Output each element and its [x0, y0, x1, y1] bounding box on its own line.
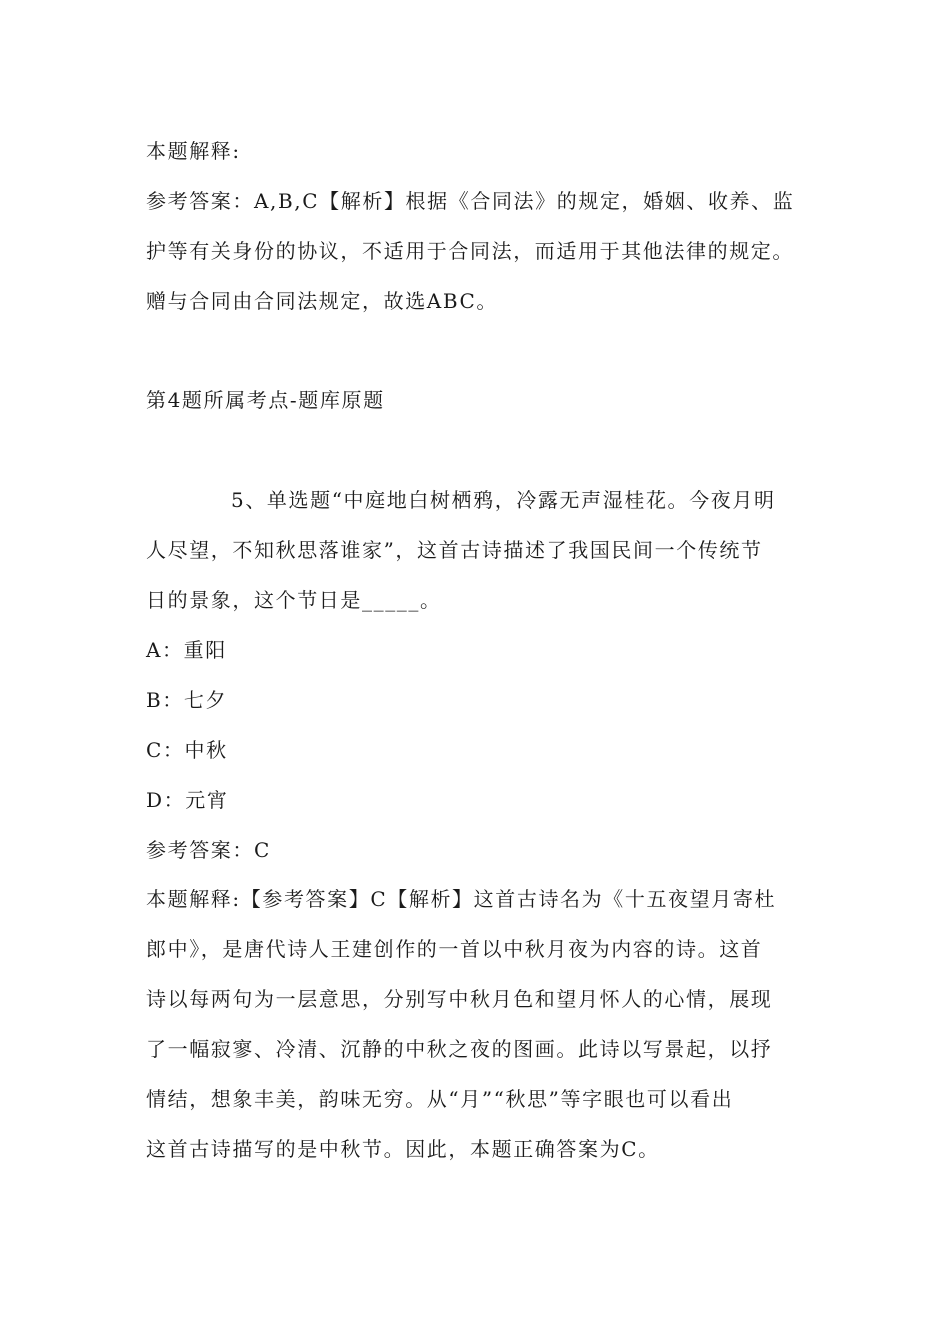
question-5-explanation-line: 情结，想象丰美，韵味无穷。从“月”“秋思”等字眼也可以看出 — [146, 1087, 734, 1111]
option-d: D：元宵 — [146, 788, 229, 812]
question-5-explanation-line: 本题解释:【参考答案】C【解析】这首古诗名为《十五夜望月寄杜 — [146, 887, 777, 911]
option-a: A：重阳 — [146, 638, 227, 662]
q4-explanation-label: 本题解释: — [146, 139, 241, 163]
question-5-stem-line: 5、单选题“中庭地白树栖鸦，冷露无声湿桂花。今夜月明 — [231, 488, 776, 512]
question-5-explanation-line: 了一幅寂寥、冷清、沉静的中秋之夜的图画。此诗以写景起，以抒 — [146, 1037, 773, 1061]
option-b: B：七夕 — [146, 688, 228, 712]
q4-explanation-line: 赠与合同由合同法规定，故选ABC。 — [146, 289, 499, 313]
q4-source: 第4题所属考点-题库原题 — [146, 388, 385, 412]
q4-explanation-line: 参考答案：A,B,C【解析】根据《合同法》的规定，婚姻、收养、监 — [146, 189, 795, 213]
question-5-explanation-line: 诗以每两句为一层意思，分别写中秋月色和望月怀人的心情，展现 — [146, 987, 773, 1011]
option-c: C：中秋 — [146, 738, 228, 762]
question-5-stem-line: 人尽望，不知秋思落谁家”，这首古诗描述了我国民间一个传统节 — [146, 538, 763, 562]
question-5-answer: 参考答案：C — [146, 838, 271, 862]
question-5-stem-line: 日的景象，这个节日是_____。 — [146, 588, 442, 612]
question-5-explanation-line: 郎中》，是唐代诗人王建创作的一首以中秋月夜为内容的诗。这首 — [146, 937, 763, 961]
q4-explanation-line: 护等有关身份的协议，不适用于合同法，而适用于其他法律的规定。 — [146, 239, 794, 263]
question-5-explanation-line: 这首古诗描写的是中秋节。因此，本题正确答案为C。 — [146, 1137, 660, 1161]
